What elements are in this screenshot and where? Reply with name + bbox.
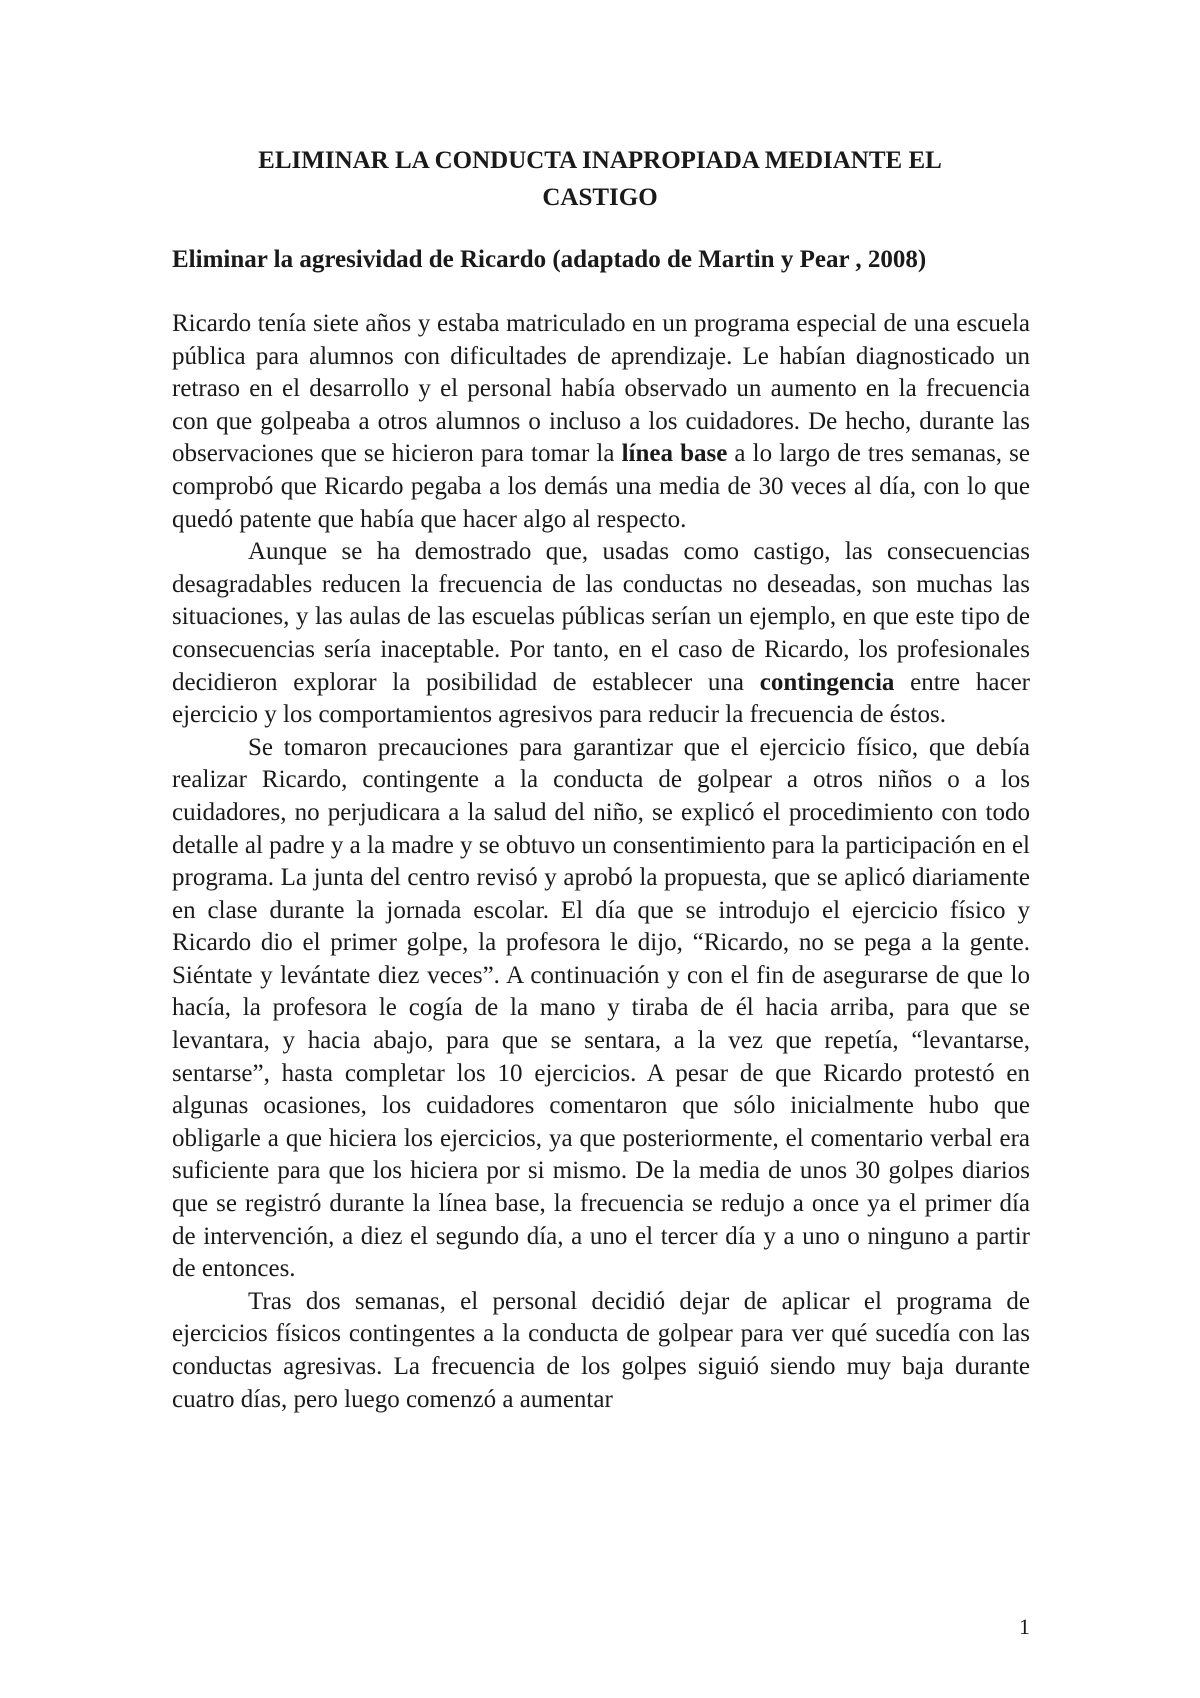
bold-term-linea-base: línea base [621,440,728,468]
paragraph-2 [172,536,1030,732]
bold-term-contingencia: contingencia [759,668,895,696]
document-title [170,142,1030,216]
text-run: Aunque se ha demostrado que, usadas como castigo, las consecuencias desagradables reducen la frecuencia de las conductas no deseadas, son muchas las situaciones, y las aulas de las escuelas públicas serían un ejemplo, en que este tipo de consecuencias sería inaceptable. Por tanto, en el caso de Ricardo, los profesionales decidieron explorar la posibilidad de establecer una [172,538,1030,696]
paragraph-4 [172,1286,1030,1416]
text-run: Tras dos semanas, el personal decidió dejar de aplicar el programa de ejercicios físicos contingentes a la conducta de golpear para ver qué sucedía con las conductas agresivas. La frecuencia de los golpes siguió siendo muy baja durante cuatro días, pero luego comenzó a aumentar [172,1287,1030,1413]
section-subtitle: Eliminar la agresividad de Ricardo (adaptado de Martin y Pear , 2008) [172,246,927,273]
text-run: entre hacer ejercicio y los comportamientos agresivos para reducir la frecuencia de éstos. [172,668,1030,729]
paragraph-3 [172,732,1030,1286]
text-run: Ricardo tenía siete años y estaba matriculado en un programa especial de una escuela pública para alumnos con dificultades de aprendizaje. Le habían diagnosticado un retraso en el desarrollo y el personal había observado un aumento en la frecuencia con que golpeaba a otros alumnos o incluso a los cuidadores. De hecho, durante las observaciones que se hicieron para tomar la [172,310,1030,468]
text-run: a lo largo de tres semanas, se comprobó que Ricardo pegaba a los demás una media de 30 veces al día, con lo que quedó patente que había que hacer algo al respecto. [172,440,1030,533]
title-line-2: CASTIGO [542,184,658,211]
paragraph-1 [172,308,1030,536]
page-number: 1 [1019,1614,1030,1639]
text-run: Se tomaron precauciones para garantizar que el ejercicio físico, que debía realizar Ricardo, contingente a la conducta de golpear a otros niños o a los cuidadores, no perjudicara a la salud del niño, se explicó el procedimiento con todo detalle al padre y a la madre y se obtuvo un consentimiento para la participación en el programa. La junta del centro revisó y aprobó la propuesta, que se aplicó diariamente en clase durante la jornada escolar. El día que se introdujo el ejercicio físico y Ricardo dio el primer golpe, la profesora le dijo, “Ricardo, no se pega a la gente. Siéntate y levántate diez veces”. A continuación y con el fin de asegurarse de que lo hacía, la profesora le cogía de la mano y tiraba de él hacia arriba, para que se levantara, y hacia abajo, para que se sentara, a la vez que repetía, “levantarse, sentarse”, hasta completar los 10 ejercicios. A pesar de que Ricardo protestó en algunas ocasiones, los cuidadores comentaron que sólo inicialmente hubo que obligarle a que hiciera los ejercicios, ya que posteriormente, el comentario verbal era suficiente para que los hiciera por si mismo. De la media de unos 30 golpes diarios que se registró durante la línea base, la frecuencia se redujo a once ya el primer día de intervención, a diez el segundo día, a uno el tercer día y a uno o ninguno a partir de entonces. [172,733,1030,1283]
body-text [172,308,1030,1416]
title-line-1: ELIMINAR LA CONDUCTA INAPROPIADA MEDIANTE EL [258,147,942,174]
